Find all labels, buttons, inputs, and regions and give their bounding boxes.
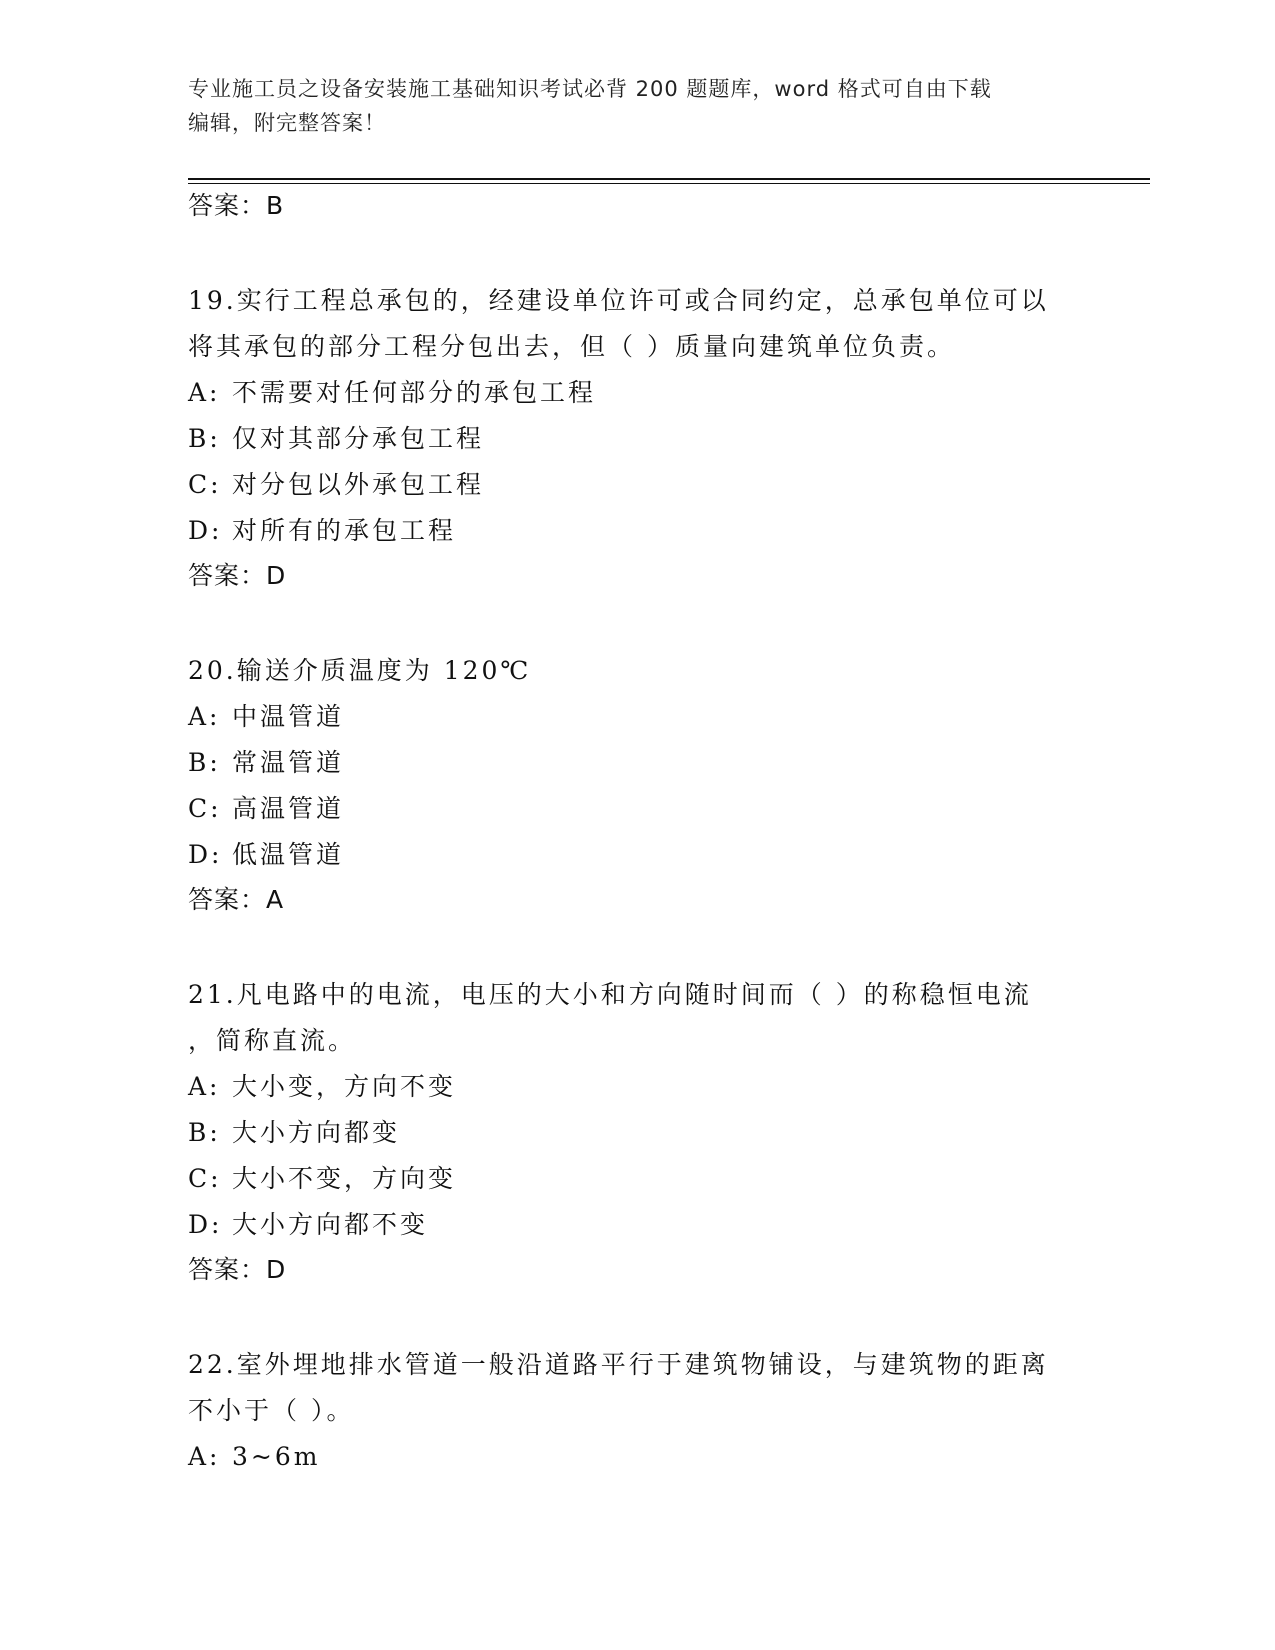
option-letter: A: xyxy=(188,1072,221,1101)
option-letter: A: xyxy=(188,378,221,407)
option-c xyxy=(188,1156,1088,1202)
option-text: 大小不变，方向变 xyxy=(232,1164,457,1193)
option-a xyxy=(188,694,1088,740)
question-text-line: 21.凡电路中的电流，电压的大小和方向随时间而（ ）的称稳恒电流 xyxy=(188,980,1032,1009)
option-text: 大小方向都变 xyxy=(232,1118,401,1147)
option-text: 低温管道 xyxy=(232,840,345,869)
option-d xyxy=(188,832,1088,878)
option-letter: C: xyxy=(188,470,222,499)
option-letter: A: xyxy=(188,1442,221,1471)
option-letter: D: xyxy=(188,516,223,545)
option-letter: D: xyxy=(188,1210,223,1239)
option-b xyxy=(188,740,1088,786)
option-a xyxy=(188,1064,1088,1110)
option-text: 对所有的承包工程 xyxy=(232,516,457,545)
spacer xyxy=(188,592,1088,648)
answer-line: 答案：A xyxy=(188,885,285,914)
option-text: 3~6m xyxy=(232,1442,321,1471)
question-22 xyxy=(188,1342,1088,1480)
spacer xyxy=(188,916,1088,972)
spacer xyxy=(188,1286,1088,1342)
header-divider-thin xyxy=(188,183,1150,184)
option-b xyxy=(188,1110,1088,1156)
spacer xyxy=(188,222,1088,278)
question-21 xyxy=(188,972,1088,1286)
previous-answer: 答案：B xyxy=(188,191,285,220)
option-c xyxy=(188,462,1088,508)
header-line-1: 专业施工员之设备安装施工基础知识考试必背 200 题题库，word 格式可自由下载 xyxy=(188,77,992,101)
option-text: 大小方向都不变 xyxy=(232,1210,429,1239)
question-text-line: 不小于（ ）。 xyxy=(188,1396,355,1425)
option-letter: C: xyxy=(188,794,222,823)
option-letter: B: xyxy=(188,1118,221,1147)
option-text: 仅对其部分承包工程 xyxy=(232,424,485,453)
option-a xyxy=(188,1434,1088,1480)
header-divider-thick xyxy=(188,178,1150,180)
answer-line: 答案：D xyxy=(188,1255,287,1284)
option-text: 高温管道 xyxy=(232,794,345,823)
question-text-line: 22.室外埋地排水管道一般沿道路平行于建筑物铺设，与建筑物的距离 xyxy=(188,1350,1049,1379)
header-line-2: 编辑，附完整答案！ xyxy=(188,111,386,135)
question-text-line: 19.实行工程总承包的，经建设单位许可或合同约定，总承包单位可以 xyxy=(188,286,1049,315)
question-text-line: 20.输送介质温度为 120℃ xyxy=(188,656,532,685)
document-header xyxy=(188,72,1068,140)
question-19 xyxy=(188,278,1088,592)
option-letter: A: xyxy=(188,702,221,731)
option-letter: B: xyxy=(188,748,221,777)
option-letter: D: xyxy=(188,840,223,869)
option-letter: C: xyxy=(188,1164,222,1193)
option-text: 中温管道 xyxy=(232,702,345,731)
option-a xyxy=(188,370,1088,416)
option-b xyxy=(188,416,1088,462)
option-c xyxy=(188,786,1088,832)
question-text-line: 将其承包的部分工程分包出去，但（ ）质量向建筑单位负责。 xyxy=(188,332,955,361)
question-text-line: ，简称直流。 xyxy=(188,1026,357,1055)
option-text: 不需要对任何部分的承包工程 xyxy=(232,378,597,407)
option-text: 常温管道 xyxy=(232,748,345,777)
question-20 xyxy=(188,648,1088,916)
question-list xyxy=(188,190,1088,1480)
option-letter: B: xyxy=(188,424,221,453)
option-text: 对分包以外承包工程 xyxy=(232,470,485,499)
option-text: 大小变，方向不变 xyxy=(232,1072,457,1101)
answer-line: 答案：D xyxy=(188,561,287,590)
option-d xyxy=(188,508,1088,554)
option-d xyxy=(188,1202,1088,1248)
